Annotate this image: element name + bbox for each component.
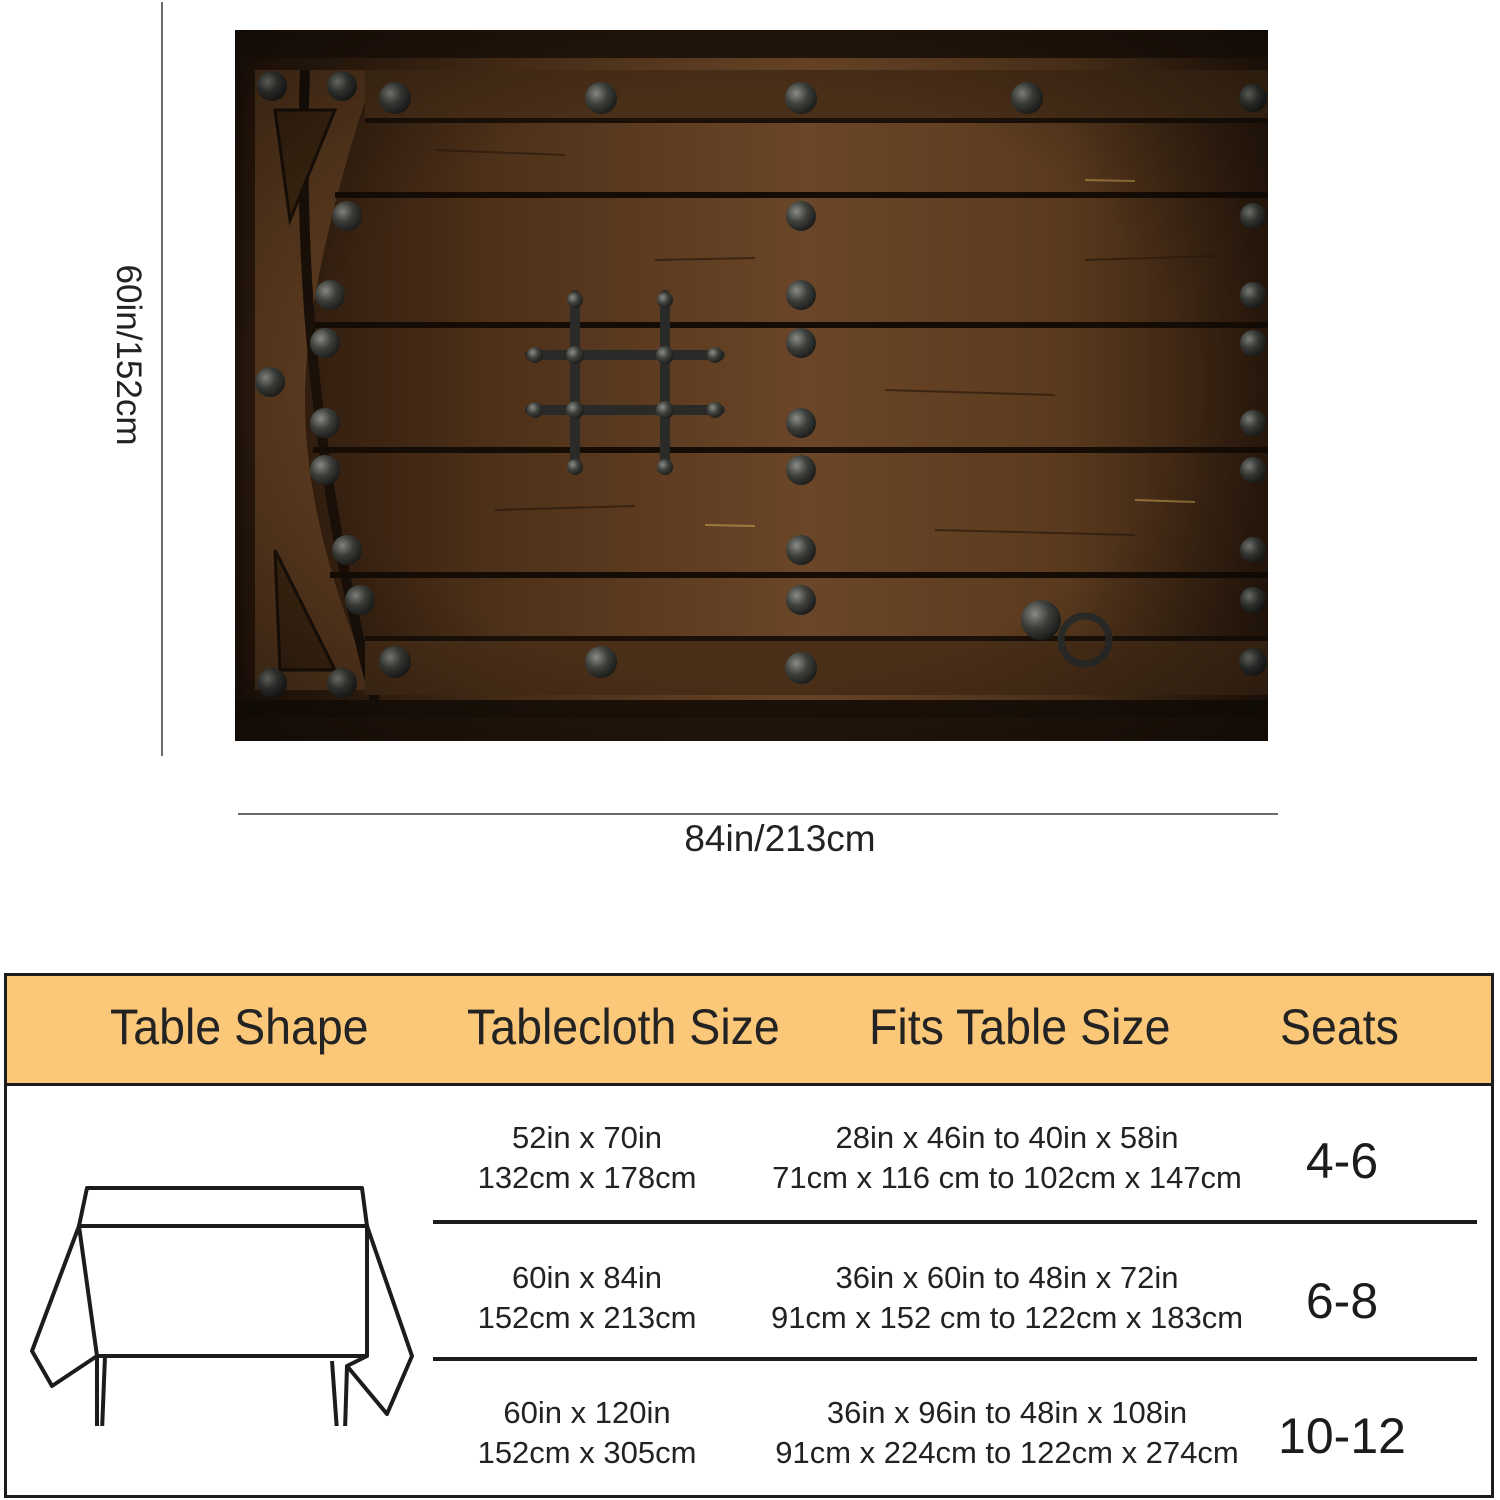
wooden-door-print-icon <box>235 30 1268 741</box>
row-1-seats: 4-6 <box>1305 1133 1379 1189</box>
table-header <box>7 976 1491 1086</box>
row-2-tablecloth-in: 60in x 84in <box>512 1260 662 1295</box>
row-3-tablecloth-in: 60in x 120in <box>503 1395 671 1430</box>
row-1-tablecloth-in: 52in x 70in <box>512 1120 662 1155</box>
row-3-fits-cm: 91cm x 224cm to 122cm x 274cm <box>775 1435 1239 1470</box>
row-3-fits-in: 36in x 96in to 48in x 108in <box>826 1395 1188 1430</box>
row-2-fits-in: 36in x 60in to 48in x 72in <box>835 1260 1179 1295</box>
header-tablecloth-size: Tablecloth Size <box>467 999 780 1055</box>
header-table-shape: Table Shape <box>110 999 369 1055</box>
row-3-fits-size <box>747 1393 1267 1473</box>
size-table <box>4 973 1494 1498</box>
height-dimension-text: 60in/152cm <box>109 264 148 446</box>
row-2-seats: 6-8 <box>1305 1273 1379 1329</box>
row-1-fits-size <box>747 1118 1267 1198</box>
row-3-tablecloth-cm: 152cm x 305cm <box>477 1435 697 1470</box>
row-1-fits-in: 28in x 46in to 40in x 58in <box>835 1120 1179 1155</box>
row-1-tablecloth-size <box>437 1118 737 1198</box>
row-divider <box>433 1220 1477 1224</box>
row-3-tablecloth-size <box>437 1393 737 1473</box>
row-1-tablecloth-cm: 132cm x 178cm <box>477 1160 697 1195</box>
row-1-fits-cm: 71cm x 116 cm to 102cm x 147cm <box>772 1160 1242 1195</box>
row-2-tablecloth-size <box>437 1258 737 1338</box>
row-divider <box>433 1357 1477 1361</box>
header-fits-table-size: Fits Table Size <box>869 999 1171 1055</box>
header-seats: Seats <box>1280 999 1399 1055</box>
row-2-tablecloth-cm: 152cm x 213cm <box>477 1300 697 1335</box>
row-2-fits-cm: 91cm x 152 cm to 122cm x 183cm <box>770 1300 1244 1335</box>
rectangle-table-icon <box>27 1176 427 1426</box>
row-2-fits-size <box>747 1258 1267 1338</box>
row-3-seats: 10-12 <box>1278 1408 1406 1464</box>
width-dimension-label: 84in/213cm <box>684 818 876 859</box>
width-dimension-line <box>238 813 1278 815</box>
height-dimension-line <box>161 2 163 756</box>
